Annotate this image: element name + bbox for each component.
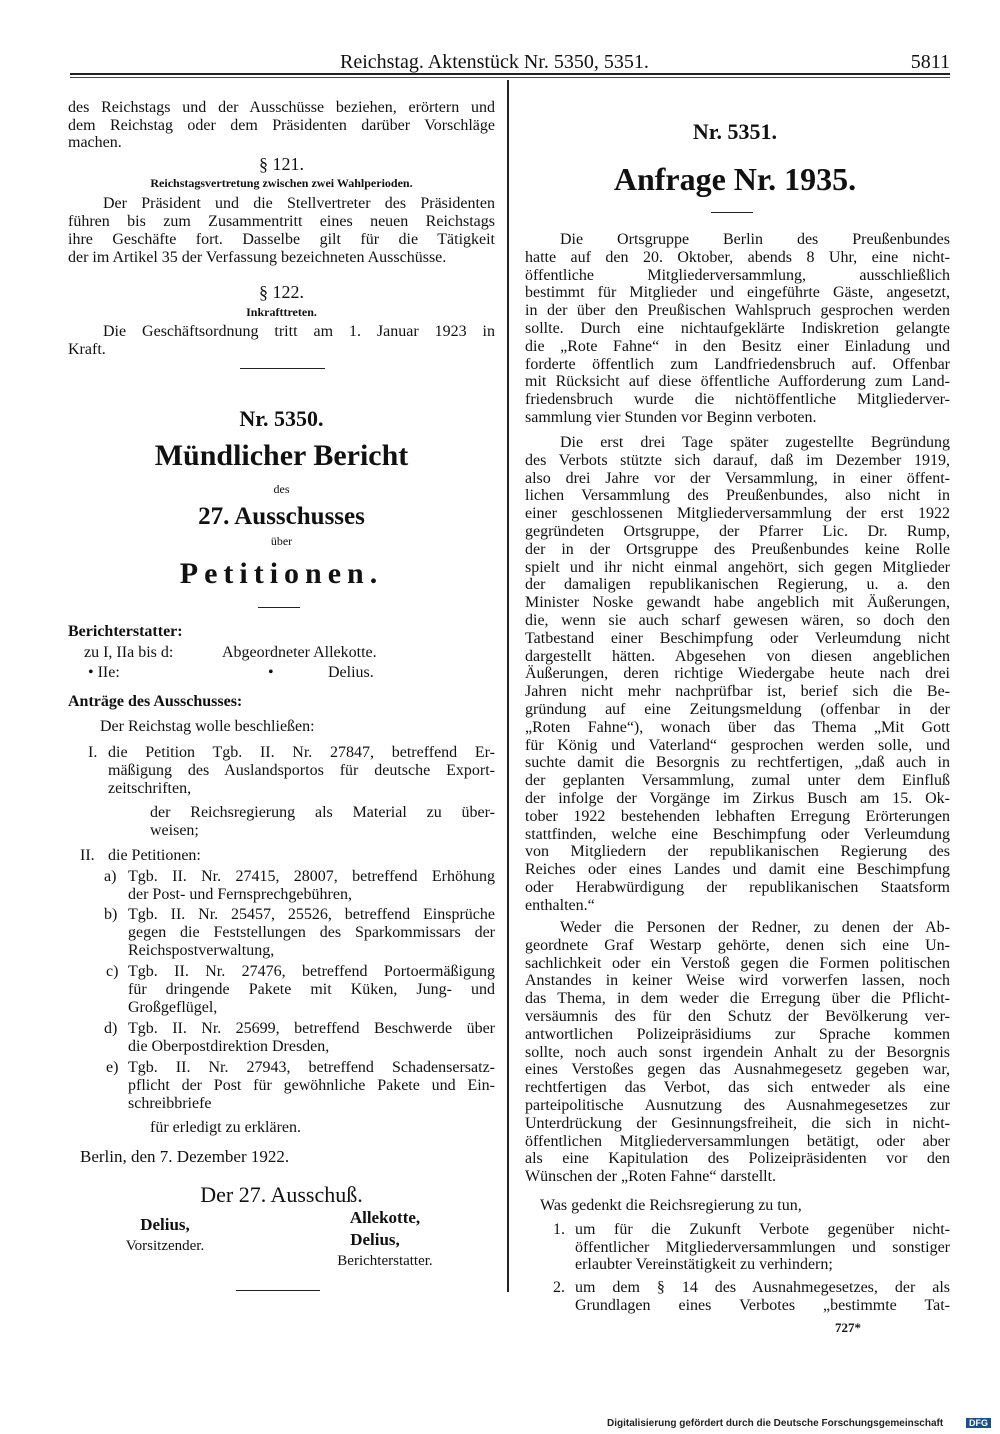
text-line: oder Herabwürdigung der republikanischen Staatsform	[525, 879, 950, 896]
rapporteur-scope-1: zu I, IIa bis d:	[84, 644, 174, 661]
text-line: der im Artikel 35 der Verfassung bezeichneten Ausschüsse.	[68, 249, 447, 266]
text-line: der geplanten Versammlung, zumal unter dem Einfluß	[525, 772, 950, 790]
reporter-role: Berichterstatter.	[337, 1253, 433, 1269]
text-line: der in der Ortsgruppe des Preußenbundes keine Rolle	[525, 540, 950, 558]
signature-mark: 727*	[835, 1320, 861, 1335]
title-rule	[258, 607, 300, 608]
item-1-label: I.	[88, 744, 98, 761]
section-rule	[240, 368, 325, 369]
text-line: öffentliche Mitgliederversammlung, ausschließlich	[525, 266, 950, 284]
text-line: hatte auf den 20. Oktober, abends 8 Uhr, eine nicht-	[525, 248, 950, 266]
text-line: gegründeten Ortsgruppe, der Pfarrer Lic. Dr. Rump,	[525, 523, 950, 540]
text-line: die Oberpostdirektion Dresden,	[128, 1038, 330, 1055]
title-rule-right	[711, 212, 753, 213]
text-line: also drei Jahre vor der Versammlung, in einer öffent-	[525, 469, 950, 487]
text-line: öffentlichen Mitgliederversammlungen betätigt, oder aber	[525, 1132, 950, 1150]
text-line: Tgb. II. Nr. 25457, 25526, betreffend Einsprüche	[128, 906, 495, 923]
text-line: bestimmt für Mitglieder und eingeführte Gäste, angesetzt,	[525, 284, 950, 302]
text-line: Tgb. II. Nr. 25699, betreffend Beschwerde über	[128, 1020, 495, 1037]
motions-intro: Der Reichstag wolle beschließen:	[100, 718, 315, 735]
text-line: Grundlagen eines Verbotes „bestimmte Tat-	[575, 1297, 950, 1314]
text-line: des Verbots stützte sich darauf, daß im Dezember 1919,	[525, 451, 950, 469]
text-line: um dem § 14 des Ausnahmegesetzes, der als	[575, 1279, 950, 1296]
text-line: der Post- und Fernsprechgebühren,	[128, 886, 352, 903]
sub-a-label: a)	[104, 868, 117, 885]
text-line: Wünschen der „Roten Fahne“ darstellt.	[525, 1168, 777, 1186]
rapporteur-name-1: Abgeordneter Allekotte.	[222, 644, 377, 661]
doc-5350-committee: 27. Ausschusses	[198, 503, 365, 530]
text-line: sammlung vier Stunden vor Beginn verboten.	[525, 409, 817, 426]
text-line: Kraft.	[68, 341, 106, 358]
text-line: geordnete Graf Westarp gehörte, denen sich eine Un-	[525, 936, 950, 954]
text-line: Die erst drei Tage später zugestellte Begründung	[560, 434, 950, 451]
sub-d-label: d)	[104, 1020, 118, 1037]
text-line: Unterdrückung der Gesinnungsfreiheit, die sich in nicht-	[525, 1114, 950, 1132]
text-line: dargestellt hätten. Abgesehen von diesen angeblichen	[525, 647, 950, 665]
reporter-name-2: Delius,	[350, 1230, 400, 1249]
committee-signature: Der 27. Ausschuß.	[200, 1182, 363, 1207]
text-line: die Petition Tgb. II. Nr. 27847, betreffend Er-	[108, 744, 495, 761]
item-2-action: für erledigt zu erklären.	[150, 1119, 302, 1136]
text-line: führen bis zum Zusammentritt eines neuen Reichstags	[68, 213, 495, 230]
text-line: einer geschlossenen Mitgliederversammlung der erst 1922	[525, 505, 950, 523]
text-line: friedensbruch wurde die nichtöffentliche Mitgliederver-	[525, 391, 950, 409]
text-line: suchte damit die Besorgnis zu rechtfertigen, „daß auch in	[525, 754, 950, 772]
text-line: forderte öffentlich zum Landfriedensbruch auf. Offenbar	[525, 355, 950, 373]
question-2-label: 2.	[553, 1279, 565, 1296]
doc-5351-title: Anfrage Nr. 1935.	[613, 161, 857, 197]
item-2-label: II.	[80, 847, 95, 864]
text-line: für König und Vaterland“ gesprochen werden solle, und	[525, 736, 950, 754]
doc-5351-number: Nr. 5351.	[692, 119, 778, 144]
text-line: weisen;	[150, 822, 199, 839]
text-line: zeitschriften,	[108, 780, 192, 797]
header-rule-thin	[70, 77, 950, 78]
text-line: sachlichkeit oder ein Verstoß gegen die Formen politischen	[525, 954, 950, 972]
section-122-subtitle: Inkrafttreten.	[246, 305, 317, 319]
text-line: Reiches oder eines Landes und damit eine Beschimpfung	[525, 861, 950, 879]
text-line: der Reichsregierung als Material zu über-	[150, 804, 495, 821]
ditto-mark: •	[268, 664, 274, 681]
text-line: des Reichstags und der Ausschüsse beziehen, erörtern und	[68, 99, 495, 116]
text-line: Der Präsident und die Stellvertreter des Präsidenten	[103, 195, 495, 212]
text-line: schreibbriefe	[128, 1095, 212, 1112]
text-line: die, wenn sie auch scharf gewesen wären, so doch den	[525, 612, 950, 629]
text-line: enthalten.“	[525, 896, 595, 914]
text-line: der damaligen republikanischen Regierung, u. a. den	[525, 576, 950, 594]
text-line: ihre Geschäfte fort. Dasselbe gilt für die Tätigkeit	[68, 231, 495, 248]
text-line: machen.	[68, 134, 122, 152]
text-line: als eine Kapitulation des Polizeipräsidenten vor den	[525, 1150, 950, 1168]
text-line: in der über den Preußischen Wahlspruch gesprochen werden	[525, 302, 950, 320]
rapporteurs-label: Berichterstatter:	[68, 623, 183, 640]
chair-role: Vorsitzender.	[125, 1238, 205, 1254]
text-line: spielt und ihr nicht einmal angehört, sich gegen Mitglieder	[525, 558, 950, 576]
text-line: versäumnis des für den Schutz der Bevölkerung ver-	[525, 1008, 950, 1025]
text-line: Minister Noske gewandt habe angeblich mit Äußerungen,	[525, 594, 950, 612]
text-line: gegen die Feststellungen des Sparkommissars der	[128, 924, 495, 941]
text-line: Anstandes in keiner Weise wird vorwerfen lassen, noch	[525, 972, 950, 990]
doc-5350-number: Nr. 5350.	[239, 406, 324, 431]
item-2-intro: die Petitionen:	[108, 847, 201, 864]
running-header-title: Reichstag. Aktenstück Nr. 5350, 5351.	[340, 51, 649, 73]
reporter-name-1: Allekotte,	[349, 1208, 421, 1227]
question-1-label: 1.	[553, 1221, 565, 1238]
text-line: öffentlicher Mitgliederversammlungen und sonstiger	[575, 1238, 950, 1256]
text-line: pflicht der Post für gewöhnliche Pakete und Ein-	[128, 1077, 495, 1094]
text-line: gründung auf eine Zeitungsmeldung (offenbar in der	[525, 701, 950, 718]
text-line: mit Rücksicht auf diese öffentliche Aufforderung zum Land-	[525, 373, 950, 391]
section-121-subtitle: Reichstagsvertretung zwischen zwei Wahlperioden.	[150, 176, 413, 190]
text-line: eines Verstoßes gegen das Ausnahmegesetz gegeben war,	[525, 1061, 950, 1079]
motions-label: Anträge des Ausschusses:	[68, 693, 243, 710]
text-line: Tgb. II. Nr. 27476, betreffend Portoermäßigung	[128, 963, 495, 980]
text-line: um für die Zukunft Verbote gegenüber nicht-	[575, 1221, 950, 1238]
doc-5350-title: Mündlicher Bericht	[154, 439, 409, 472]
text-line: Die Geschäftsordnung tritt am 1. Januar 1923 in	[103, 323, 495, 340]
text-line: Weder die Personen der Redner, zu denen der Ab-	[560, 919, 950, 936]
chair-name: Delius,	[140, 1215, 190, 1234]
text-line: das Thema, in dem weder die Erregung über die Pflicht-	[525, 990, 950, 1008]
sub-e-label: e)	[106, 1059, 119, 1076]
question-intro: Was gedenkt die Reichsregierung zu tun,	[540, 1197, 802, 1214]
text-line: rechtfertigen das Verbot, das sich entweder als eine	[525, 1079, 950, 1097]
text-line: Jahren nicht mehr nachprüfbar ist, berief sich die Be-	[525, 683, 950, 701]
text-line: Tgb. II. Nr. 27943, betreffend Schadensersatz-	[128, 1059, 495, 1076]
end-rule	[236, 1290, 320, 1291]
rapporteur-name-2: Delius.	[328, 664, 374, 681]
text-line: stattfinden, welche eine Beschimpfung oder Verleumdung	[525, 825, 950, 843]
text-line: antwortlichen Polizeipräsidiums zur Sprache kommen	[525, 1025, 950, 1043]
text-line: von Mitgliedern der republikanischen Regierung des	[525, 843, 950, 861]
sub-b-label: b)	[104, 906, 118, 923]
sub-c-label: c)	[106, 963, 119, 980]
text-line: lichen Versammlung des Preußenbundes, also nicht in	[525, 487, 950, 505]
text-line: Die Ortsgruppe Berlin des Preußenbundes	[560, 231, 950, 248]
text-line: tober 1922 bestehenden lebhaften Erregung Erörterungen	[525, 807, 950, 825]
rapporteur-scope-2: • IIe:	[88, 664, 120, 681]
text-line: die „Rote Fahne“ in den Besitz einer Einladung und	[525, 337, 950, 355]
section-121-heading: § 121.	[259, 154, 304, 174]
digitization-credit: Digitalisierung gefördert durch die Deutsche Forschungsgemeinschaft	[607, 1418, 944, 1429]
text-line: sollte, noch auch sonst irgendein Anhalt zu der Besorgnis	[525, 1043, 950, 1061]
column-divider	[507, 80, 509, 1292]
doc-5350-ueber: über	[270, 534, 293, 548]
dfg-logo: DFG	[966, 1418, 991, 1428]
text-line: erlaubter Vereinstätigkeit zu verhindern;	[575, 1256, 833, 1274]
text-line: für dringende Pakete mit Küken, Jung- und	[128, 981, 495, 998]
text-line: Großgeflügel,	[128, 999, 218, 1016]
text-line: mäßigung des Auslandsportos für deutsche Export-	[108, 762, 495, 779]
text-line: sollte. Durch eine nichtaufgeklärte Indiskretion gelangte	[525, 320, 950, 337]
doc-5350-des: des	[273, 482, 290, 496]
doc-5350-subject: Petitionen.	[179, 557, 384, 590]
text-line: „Roten Fahne“), wonach über das Thema „Mit Gott	[525, 718, 950, 736]
text-line: der infolge der Vorgänge im Zirkus Busch am 15. Ok-	[525, 790, 950, 807]
text-line: Tatbestand einer Beschimpfung oder Verleumdung nicht	[525, 629, 950, 647]
place-date: Berlin, den 7. Dezember 1922.	[80, 1147, 290, 1166]
text-line: dem Reichstag oder dem Präsidenten darüber Vorschläge	[68, 116, 495, 134]
text-line: Reichspostverwaltung,	[128, 942, 275, 959]
page-number: 5811	[910, 51, 950, 73]
section-122-heading: § 122.	[259, 282, 304, 302]
header-rule	[70, 73, 950, 75]
text-line: Äußerungen, deren richtige Wiedergabe heute nach drei	[525, 665, 950, 683]
text-line: Tgb. II. Nr. 27415, 28007, betreffend Erhöhung	[128, 868, 495, 885]
text-line: parteipolitische Ausnutzung des Ausnahmegesetzes zur	[525, 1097, 950, 1114]
